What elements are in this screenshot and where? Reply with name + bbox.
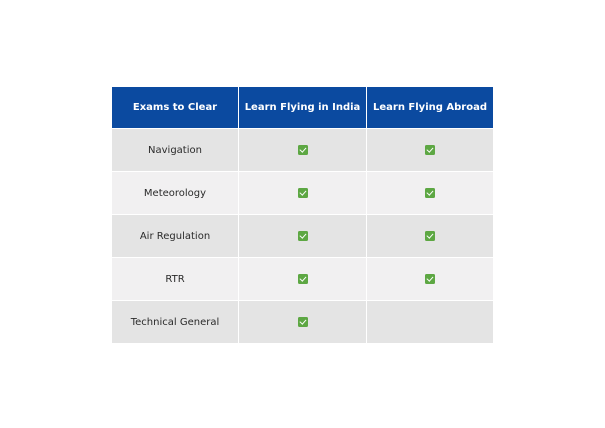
check-box-icon (425, 231, 435, 241)
check-box-icon (298, 274, 308, 284)
india-cell (239, 258, 367, 301)
abroad-cell (367, 215, 494, 258)
header-exams-to-clear: Exams to Clear (112, 87, 239, 129)
table-row (112, 301, 494, 344)
exam-name-cell: Technical General (112, 301, 239, 344)
india-cell (239, 215, 367, 258)
check-box-icon (298, 231, 308, 241)
table-header-row (112, 87, 494, 129)
table-row (112, 172, 494, 215)
india-cell (239, 172, 367, 215)
abroad-cell (367, 129, 494, 172)
table-row (112, 129, 494, 172)
abroad-cell (367, 258, 494, 301)
india-cell (239, 129, 367, 172)
check-box-icon (298, 317, 308, 327)
check-box-icon (425, 188, 435, 198)
table-row (112, 215, 494, 258)
abroad-cell (367, 301, 494, 344)
header-learn-flying-india: Learn Flying in India (239, 87, 367, 129)
exam-name-cell: Meteorology (112, 172, 239, 215)
check-box-icon (298, 145, 308, 155)
table-body (112, 129, 494, 344)
check-box-icon (425, 274, 435, 284)
check-box-icon (298, 188, 308, 198)
exams-comparison-table (111, 86, 494, 344)
abroad-cell (367, 172, 494, 215)
header-learn-flying-abroad: Learn Flying Abroad (367, 87, 494, 129)
india-cell (239, 301, 367, 344)
exam-name-cell: Navigation (112, 129, 239, 172)
check-box-icon (425, 145, 435, 155)
exam-name-cell: Air Regulation (112, 215, 239, 258)
table-row (112, 258, 494, 301)
exam-name-cell: RTR (112, 258, 239, 301)
